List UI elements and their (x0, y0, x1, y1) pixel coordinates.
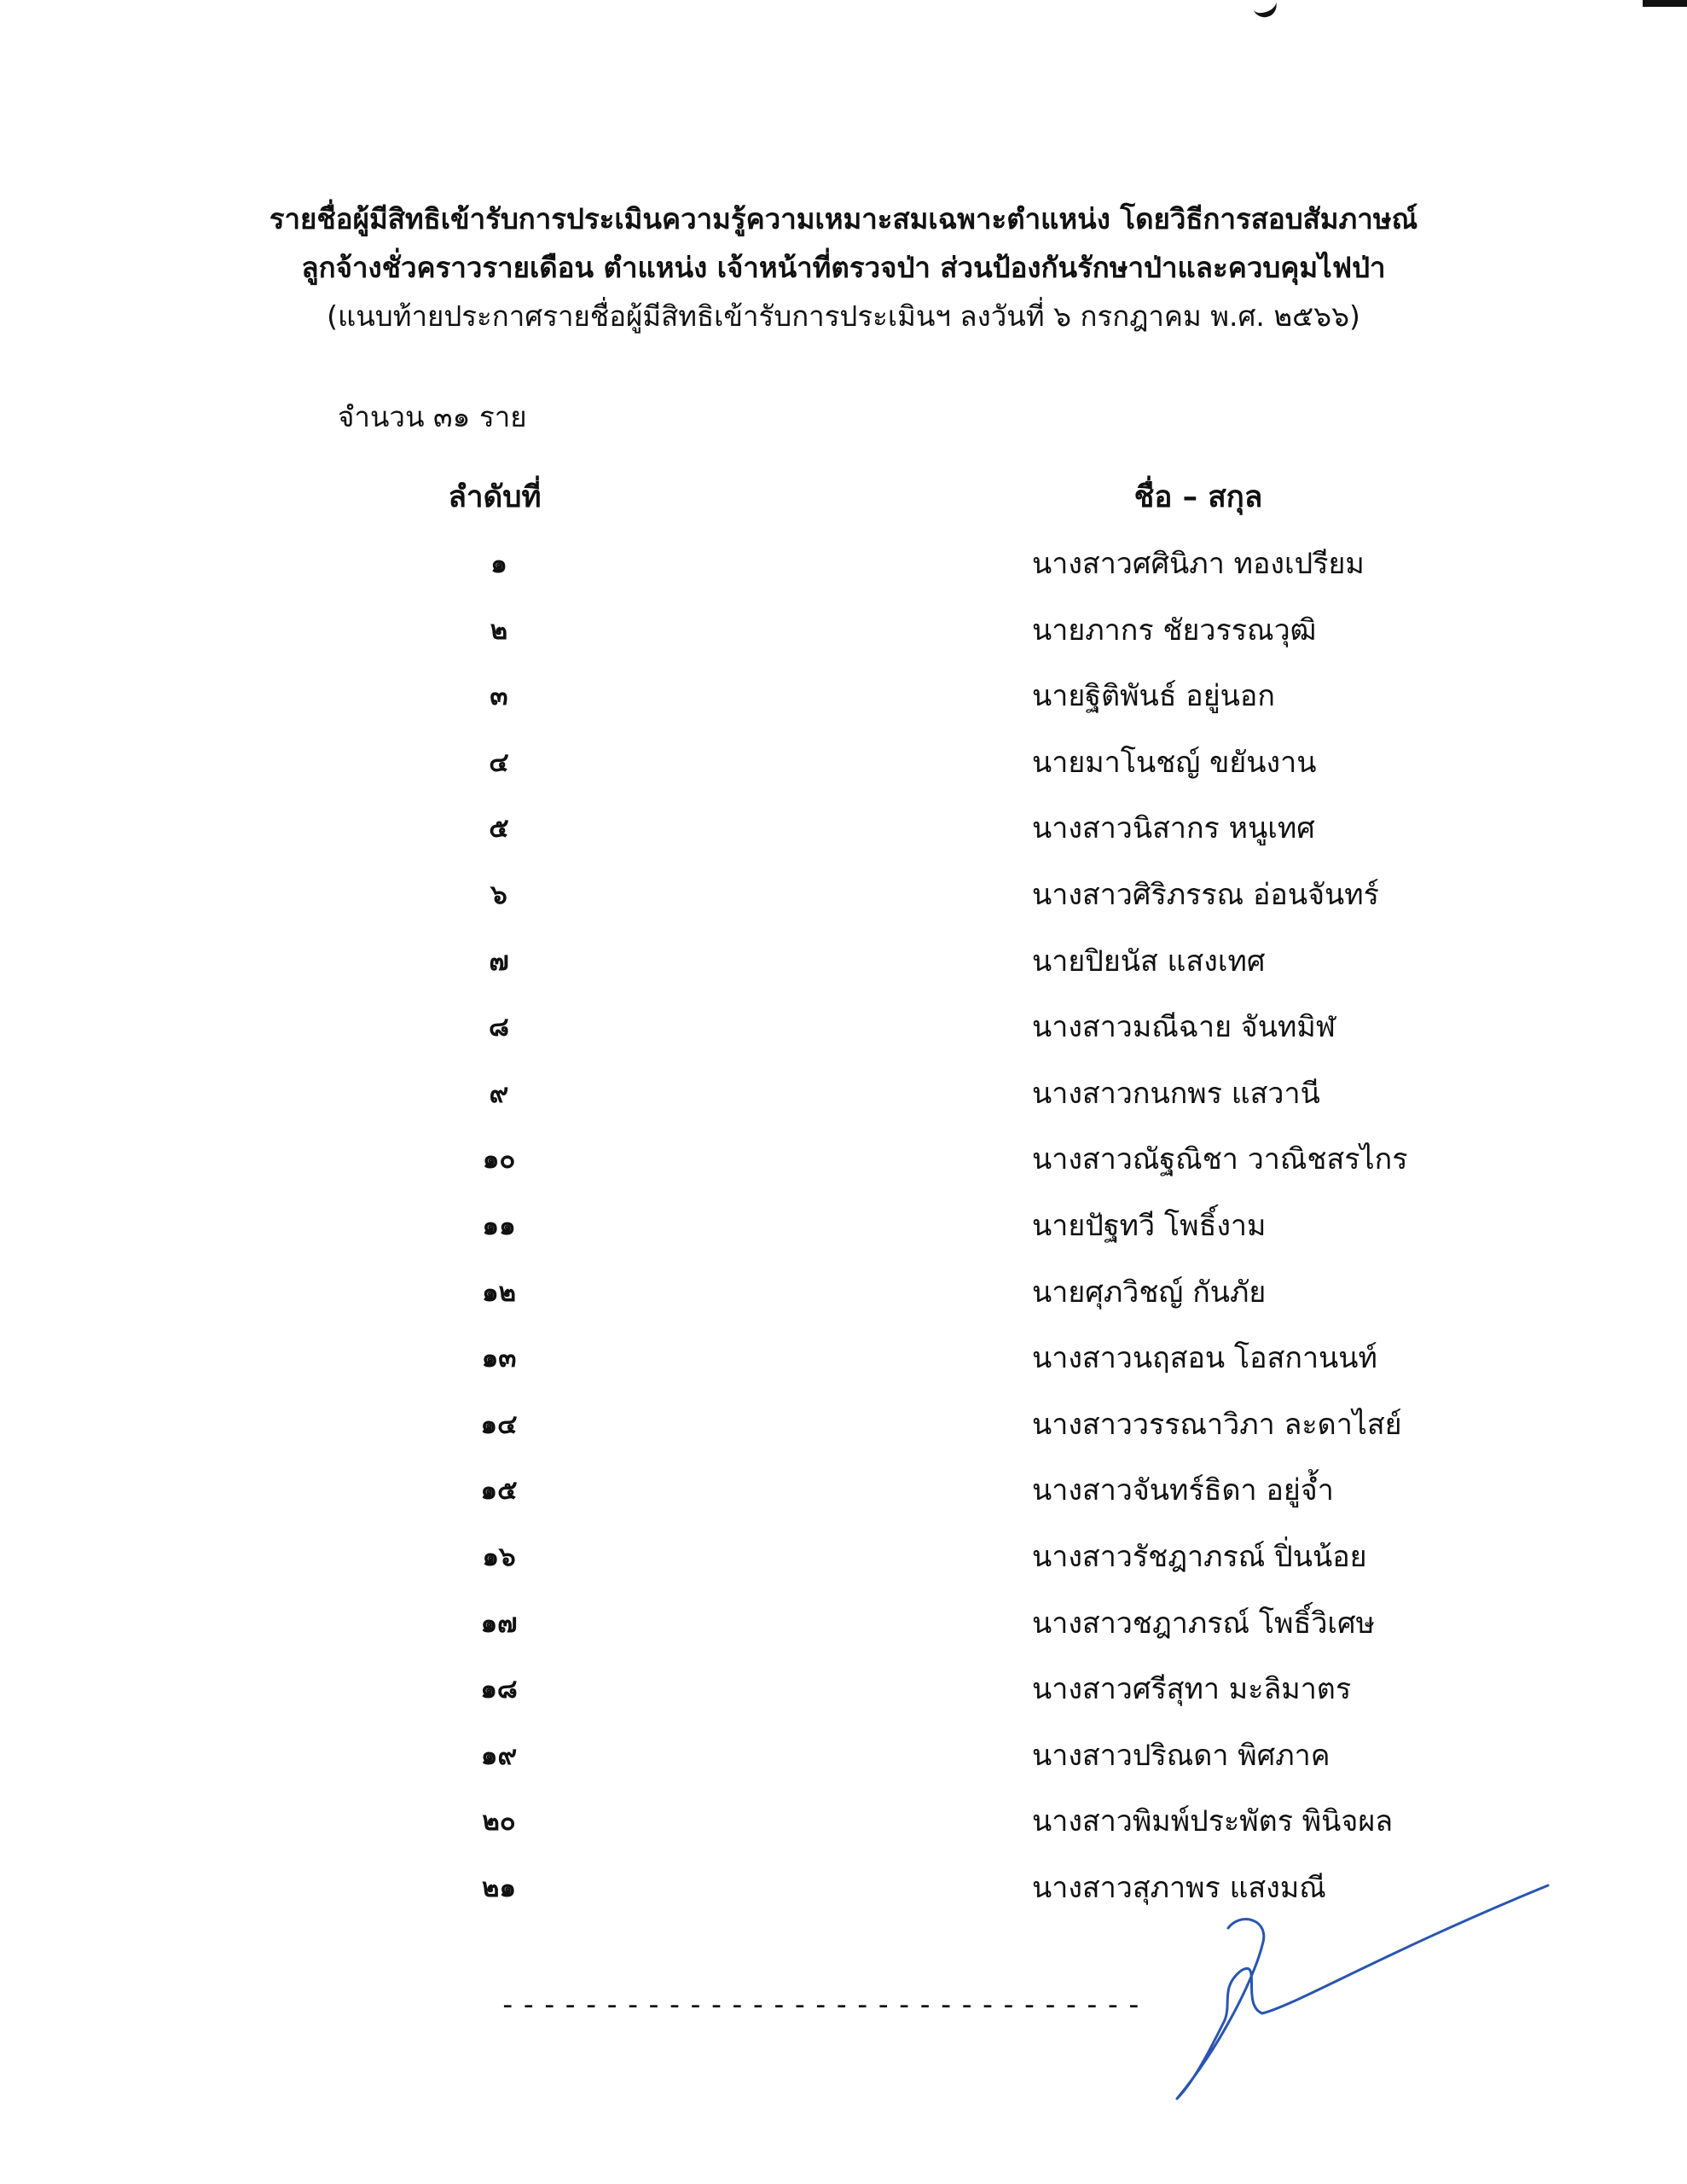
table-row (0, 1734, 1687, 1800)
table-row (0, 806, 1687, 873)
table-row (0, 1336, 1687, 1403)
handwritten-signature-icon (1160, 1877, 1552, 2107)
row-name: นางสาวชฎาภรณ์ โพธิ์วิเศษ (1032, 1606, 1376, 1641)
table-row (0, 939, 1687, 1006)
row-number: ๒ (490, 614, 508, 646)
row-name: นางสาวปริณดา พิศภาค (1032, 1738, 1330, 1773)
column-header-order: ลำดับที่ (448, 480, 542, 514)
row-number: ๕ (489, 813, 509, 845)
row-name: นางสาวณัฐณิชา วาณิชสรไกร (1032, 1142, 1408, 1177)
table-row (0, 1403, 1687, 1469)
row-name: นายฐิติพันธ์ อยู่นอก (1032, 679, 1275, 714)
table-row (0, 542, 1687, 608)
header-subtitle: (แนบท้ายประกาศรายชื่อผู้มีสิทธิเข้ารับการประเมินฯ ลงวันที่ ๖ กรกฎาคม พ.ศ. ๒๕๖๖) (327, 299, 1360, 333)
table-row (0, 1667, 1687, 1734)
row-number: ๘ (489, 1012, 509, 1043)
table-row (0, 674, 1687, 741)
row-name: นางสาวนิสากร หนูเทศ (1032, 811, 1315, 846)
row-number: ๔ (489, 746, 509, 778)
table-row (0, 1535, 1687, 1601)
header-title-line1: รายชื่อผู้มีสิทธิเข้ารับการประเมินความรู้ความเหมาะสมเฉพาะตำแหน่ง โดยวิธีการสอบสัมภาษณ์ (269, 202, 1418, 235)
row-name: นางสาวรัชฎาภรณ์ ปิ่นน้อย (1032, 1539, 1367, 1574)
row-number: ๑๓ (481, 1343, 517, 1374)
row-name: นางสาวศิริภรรณ อ่อนจันทร์ (1032, 877, 1379, 912)
row-number: ๑๗ (480, 1607, 518, 1639)
row-number: ๑๐ (482, 1144, 516, 1176)
row-number: ๒๑ (481, 1872, 517, 1903)
row-name: นายมาโนชญ์ ขยันงาน (1032, 745, 1317, 780)
row-name: นางสาวพิมพ์ประพัตร พินิจผล (1032, 1804, 1394, 1839)
row-number: ๑๒ (481, 1276, 517, 1308)
table-row (0, 741, 1687, 807)
row-number: ๑๙ (480, 1740, 518, 1771)
row-name: นางสาวศศินิภา ทองเปรียม (1032, 547, 1365, 581)
row-number: ๑๕ (480, 1475, 518, 1507)
row-number: ๑๖ (482, 1541, 516, 1572)
row-number: ๓ (490, 681, 508, 712)
row-number: ๙ (489, 1077, 509, 1109)
row-number: ๖ (490, 879, 507, 910)
table-row (0, 1799, 1687, 1866)
row-name: นางสาวสุภาพร แสงมณี (1032, 1870, 1326, 1905)
row-name: นางสาวนฤสอน โอสกานนท์ (1032, 1341, 1377, 1376)
row-name: นางสาวมณีฉาย จันทมิฬ (1032, 1010, 1336, 1045)
row-name: นางสาววรรณาวิภา ละดาไสย์ (1032, 1407, 1402, 1442)
table-row (0, 1137, 1687, 1204)
table-row (0, 1005, 1687, 1072)
table-row (0, 1072, 1687, 1138)
row-number: ๗ (489, 945, 509, 977)
count-label: จำนวน ๓๑ ราย (338, 400, 527, 433)
row-name: นายศุภวิชญ์ กันภัย (1032, 1275, 1267, 1310)
document-header (0, 195, 1687, 340)
row-number: ๑๘ (480, 1674, 518, 1705)
table-row (0, 1468, 1687, 1535)
row-name: นางสาวกนกพร แสวานี (1032, 1076, 1320, 1111)
table-row (0, 608, 1687, 675)
row-number: ๑๑ (482, 1210, 516, 1241)
row-name: นางสาวศรีสุทา มะลิมาตร (1032, 1672, 1352, 1707)
row-name: นายปัฐทวี โพธิ์งาม (1032, 1208, 1267, 1243)
row-name: นางสาวจันทร์ธิดา อยู่จ้ำ (1032, 1473, 1334, 1508)
scan-mark (1251, 0, 1279, 20)
row-name: นายภากร ชัยวรรณวุฒิ (1032, 613, 1317, 648)
footer-dashes: ------------------------------- (499, 1988, 1146, 2022)
scan-edge (1643, 0, 1687, 7)
row-number: ๑๔ (480, 1409, 518, 1440)
table-row (0, 1270, 1687, 1337)
row-number: ๒๐ (482, 1806, 516, 1838)
name-list (0, 542, 1687, 1931)
column-header-name: ชื่อ – สกุล (1133, 480, 1263, 514)
table-row (0, 1601, 1687, 1668)
table-row (0, 873, 1687, 939)
header-title-line2: ลูกจ้างชั่วคราวรายเดือน ตำแหน่ง เจ้าหน้าที่ตรวจป่า ส่วนป้องกันรักษาป่าและควบคุมไฟป่า (301, 251, 1386, 284)
row-number: ๑ (490, 549, 507, 579)
row-name: นายปิยนัส แสงเทศ (1032, 944, 1266, 979)
table-row (0, 1204, 1687, 1270)
